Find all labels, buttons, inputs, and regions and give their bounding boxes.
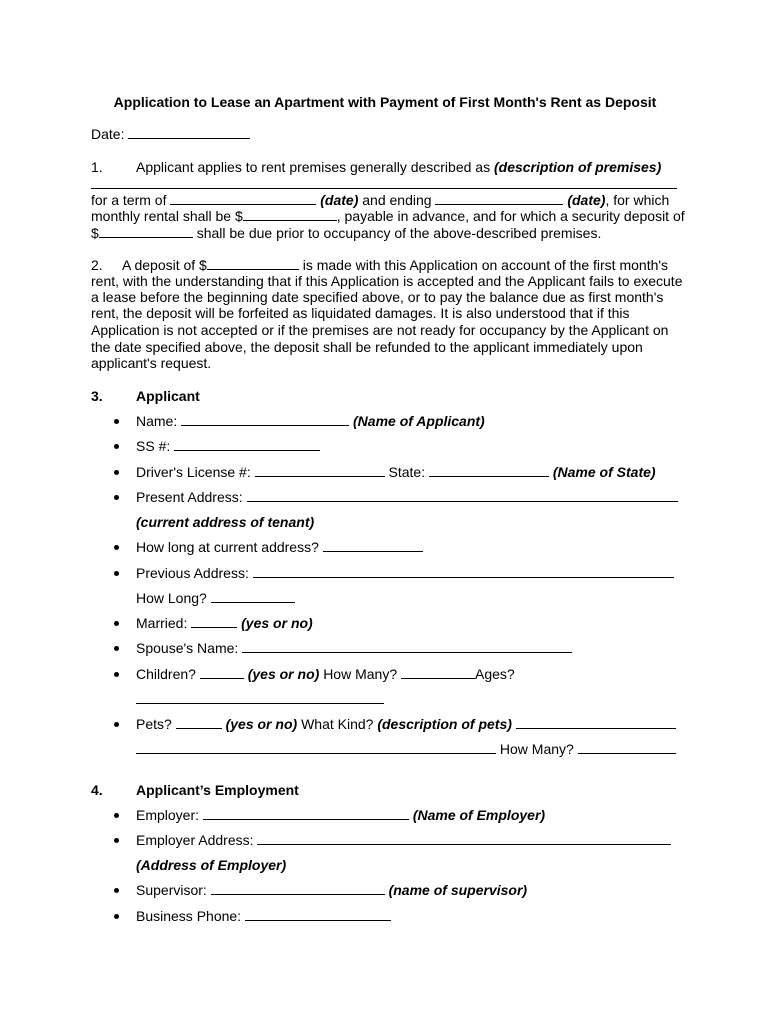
children-hint: (yes or no) [247, 666, 320, 682]
date-hint: (date) [320, 192, 359, 208]
date-hint-2: (date) [567, 192, 606, 208]
term-label: for a term of [91, 192, 167, 208]
ss-row [136, 438, 320, 455]
section-2-text-line: rent, the deposit will be forfeited as liquidated damages. It is also understood that if this [91, 305, 630, 321]
supervisor-label: Supervisor: [136, 882, 207, 898]
how-many-field[interactable] [401, 666, 475, 679]
bullet-icon [114, 444, 119, 449]
section-2-number: 2. [91, 257, 103, 273]
section-1-line-4 [91, 225, 601, 242]
bullet-icon [114, 888, 119, 893]
section-4-heading: Applicant’s Employment [136, 782, 299, 798]
date-label: Date: [91, 126, 125, 142]
supervisor-hint: (name of supervisor) [388, 882, 528, 898]
how-long-2-row [136, 590, 295, 607]
section-1-line-3 [91, 208, 685, 225]
present-address-field[interactable] [247, 489, 678, 502]
bullet-icon [114, 914, 119, 919]
section-3-heading: Applicant [136, 388, 200, 404]
present-address-hint: (current address of tenant) [136, 514, 315, 530]
section-2-text-line: applicant's request. [91, 355, 212, 371]
drivers-license-row [136, 464, 656, 481]
children-field[interactable] [200, 666, 244, 679]
security-deposit-text: shall be due prior to occupancy of the above-described premises. [196, 225, 602, 241]
monthly-rental-label: monthly rental shall be $ [91, 208, 243, 224]
present-address-row [136, 489, 678, 506]
date-row [91, 126, 250, 143]
deposit-label: A deposit of $ [122, 257, 207, 273]
pets-kind-field[interactable] [136, 741, 496, 754]
section-3-number: 3. [91, 388, 103, 404]
present-address-label: Present Address: [136, 489, 243, 505]
section-1-text: Applicant applies to rent premises generally described as [136, 159, 491, 175]
state-label: State: [388, 464, 426, 480]
bullet-icon [114, 495, 119, 500]
pets-description-hint: (description of pets) [377, 716, 512, 732]
deposit-amount-field[interactable] [207, 257, 299, 270]
name-label: Name: [136, 413, 178, 429]
business-phone-field[interactable] [245, 908, 391, 921]
pets-how-many-field[interactable] [578, 741, 676, 754]
how-long-field[interactable] [323, 539, 423, 552]
previous-address-row [136, 565, 674, 582]
ages-label: Ages? [475, 666, 515, 682]
name-hint: (Name of Applicant) [353, 413, 485, 429]
bullet-icon [114, 571, 119, 576]
pets-how-many-label: How Many? [499, 741, 574, 757]
drivers-license-label: Driver's License #: [136, 464, 251, 480]
term-start-field[interactable] [170, 192, 316, 205]
bullet-icon [114, 545, 119, 550]
children-label: Children? [136, 666, 196, 682]
document-title: Application to Lease an Apartment with Payment of First Month's Rent as Deposit [113, 94, 657, 110]
employer-label: Employer: [136, 807, 200, 823]
payable-label: , payable in advance, and for which a security deposit of [336, 208, 685, 224]
drivers-license-field[interactable] [255, 464, 385, 477]
employer-field[interactable] [203, 807, 409, 820]
bullet-icon [114, 646, 119, 651]
bullet-icon [114, 470, 119, 475]
section-1-line-1 [136, 159, 661, 176]
how-long-2-field[interactable] [211, 590, 295, 603]
married-hint: (yes or no) [241, 615, 313, 631]
married-field[interactable] [191, 615, 237, 628]
deposit-text: is made with this Application on account of the first month's [302, 257, 669, 273]
pets-field[interactable] [176, 716, 222, 729]
for-which-label: , for which [605, 192, 670, 208]
how-many-label: How Many? [323, 666, 398, 682]
dollar-label: $ [91, 225, 99, 241]
employer-row [136, 807, 545, 824]
pets-hint: (yes or no) [225, 716, 298, 732]
name-field[interactable] [181, 413, 349, 426]
pets-description-field[interactable] [516, 716, 676, 729]
pets-how-many-row [136, 741, 676, 758]
how-long-row [136, 539, 423, 556]
monthly-rental-field[interactable] [243, 208, 337, 221]
ages-field[interactable] [136, 703, 384, 704]
bullet-icon [114, 672, 119, 677]
pets-label: Pets? [136, 716, 172, 732]
employer-address-hint: (Address of Employer) [136, 857, 287, 873]
previous-address-label: Previous Address: [136, 565, 249, 581]
date-field[interactable] [128, 126, 250, 139]
what-kind-label: What Kind? [301, 716, 374, 732]
married-row [136, 615, 313, 632]
how-long-2-label: How Long? [136, 590, 207, 606]
section-1-line-2 [91, 192, 669, 209]
term-end-field[interactable] [435, 192, 563, 205]
employer-hint: (Name of Employer) [412, 807, 546, 823]
employer-address-label: Employer Address: [136, 832, 254, 848]
previous-address-field[interactable] [253, 565, 674, 578]
state-field[interactable] [429, 464, 549, 477]
ss-field[interactable] [174, 438, 320, 451]
name-row [136, 413, 485, 430]
business-phone-row [136, 908, 391, 925]
premises-hint: (description of premises) [493, 159, 662, 175]
employer-address-row [136, 832, 671, 849]
supervisor-field[interactable] [211, 882, 385, 895]
security-deposit-field[interactable] [99, 225, 193, 238]
bullet-icon [114, 838, 119, 843]
employer-address-field[interactable] [257, 832, 671, 845]
bullet-icon [114, 621, 119, 626]
bullet-icon [114, 419, 119, 424]
spouse-row [136, 640, 572, 657]
premises-description-field[interactable] [91, 188, 677, 189]
section-2-text-line: a lease before the beginning date specified above, or to pay the balance due as first month's [91, 289, 664, 305]
children-row [136, 666, 515, 683]
supervisor-row [136, 882, 527, 899]
section-1-number: 1. [91, 159, 103, 175]
how-long-label: How long at current address? [136, 539, 319, 555]
bullet-icon [114, 722, 119, 727]
section-2-text-line: the date specified above, the deposit shall be refunded to the applicant immediately upon [91, 339, 643, 355]
bullet-icon [114, 813, 119, 818]
pets-row [136, 716, 676, 733]
ss-label: SS #: [136, 438, 171, 454]
section-2-text-line: rent, with the understanding that if this Application is accepted and the Applicant fails to execute [91, 273, 683, 289]
section-2-text-line: Application is not accepted or if the premises are not ready for occupancy by the Applicant on [91, 322, 669, 338]
business-phone-label: Business Phone: [136, 908, 242, 924]
state-hint: (Name of State) [552, 464, 656, 480]
spouse-label: Spouse's Name: [136, 640, 239, 656]
and-ending-label: and ending [362, 192, 432, 208]
married-label: Married: [136, 615, 188, 631]
section-4-number: 4. [91, 782, 103, 798]
spouse-field[interactable] [242, 640, 572, 653]
section-2-line-1 [122, 257, 668, 274]
